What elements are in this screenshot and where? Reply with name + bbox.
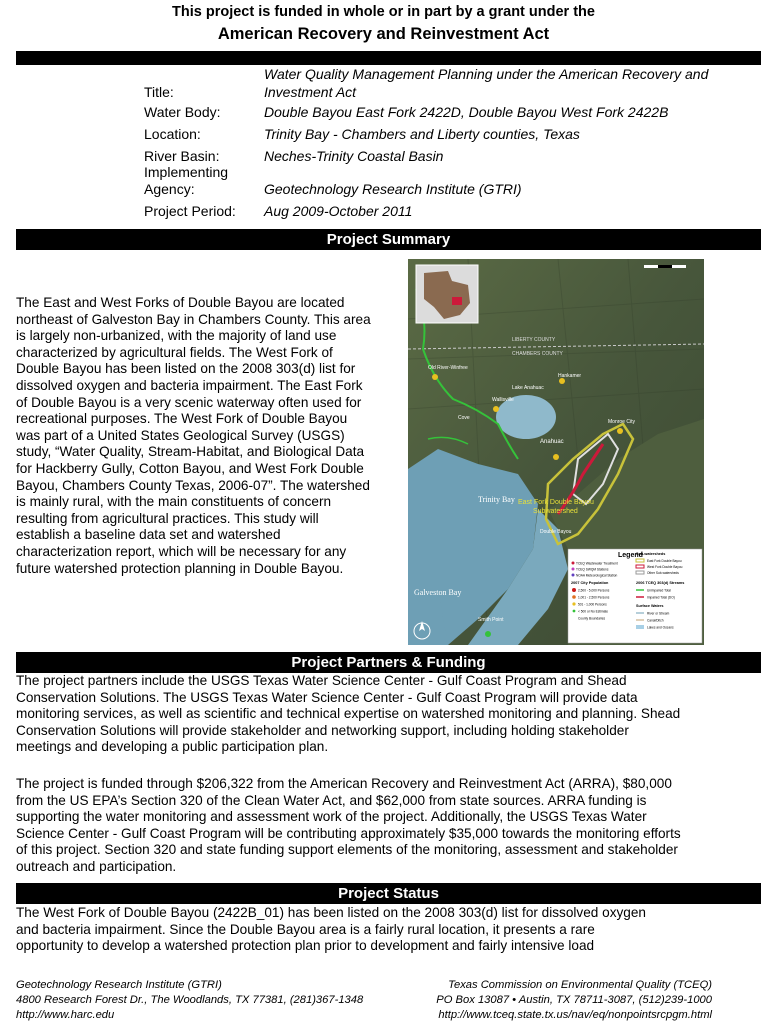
map-label-monroe-city: Monroe City — [608, 419, 635, 425]
city-marker — [617, 428, 623, 434]
legend-item: 501 - 1,000 Persons — [578, 602, 607, 607]
map-label-trinity-bay: Trinity Bay — [478, 495, 515, 504]
map-label-chambers-county: CHAMBERS COUNTY — [512, 351, 563, 357]
water-body-label: Water Body: — [144, 104, 221, 120]
legend-item: < 500 or No Estimate — [578, 609, 609, 614]
summary-line: establish a baseline data set and watershed — [16, 527, 281, 543]
legend-item: East Fork Double Bayou — [647, 559, 682, 563]
legend-item: County Boundaries — [578, 616, 606, 621]
map-label-old-river: Old River-Winfree — [428, 365, 468, 371]
footer-gtri — [16, 978, 396, 1023]
summary-line: for Hackberry Gully, Cotton Bayou, and West Fork Double — [16, 460, 364, 476]
summary-line: study, “Water Quality, Stream-Habitat, and Biological Data — [16, 444, 365, 460]
legend-sub-title: Sub-watersheds — [636, 552, 666, 556]
partners-line: meetings and developing a public participation plan. — [16, 739, 329, 755]
location-value: Trinity Bay - Chambers and Liberty counties, Texas — [264, 126, 580, 142]
period-label: Project Period: — [144, 203, 236, 219]
map-label-east-fork: East Fork Double Bayou — [518, 499, 594, 506]
legend-item: River or Stream — [647, 611, 670, 616]
legend-item: 1,001 - 2,500 Persons — [578, 595, 610, 600]
footer-gtri-name: Geotechnology Research Institute (GTRI) — [16, 979, 222, 991]
summary-line: resulting from agricultural practices. This study will — [16, 510, 319, 526]
summary-line: Double Bayou has been listed on the 2008 303(d) list for — [16, 361, 356, 377]
footer-tceq — [400, 978, 712, 1023]
watershed-map — [408, 259, 704, 645]
map-label-subwatershed: Subwatershed — [533, 508, 578, 515]
funding-act-title: American Recovery and Reinvestment Act — [217, 25, 550, 43]
location-label: Location: — [144, 126, 201, 142]
project-area-marker — [452, 297, 462, 305]
map-label-hankamer: Hankamer — [558, 373, 582, 379]
legend-item: Lakes and Oceans — [647, 625, 674, 630]
status-text — [16, 905, 761, 955]
summary-line: of Double Bayou is a very scenic waterway often used for — [16, 394, 362, 410]
legend-pop-title: 2007 City Population — [571, 581, 609, 585]
header-divider-bar — [16, 51, 761, 65]
status-line: opportunity to develop a watershed protection plan prior to development and fairly intensive load — [16, 938, 595, 954]
summary-line: northeast of Galveston Bay in Chambers County. This area — [16, 311, 371, 327]
summary-line: future watershed protection planning in Double Bayou. — [16, 560, 344, 576]
funding-paragraph — [16, 776, 761, 876]
funding-line: The project is funded through $206,322 from the American Recovery and Reinvestment Act (ARRA), $80,000 — [16, 776, 672, 791]
summary-line: The East and West Forks of Double Bayou are located — [16, 295, 345, 310]
summary-line: is mainly rural, with the main constituents of concern — [16, 494, 332, 510]
summary-line: recreational purposes. The West Fork of Double Bayou — [16, 411, 348, 427]
footer-tceq-address: PO Box 13087 • Austin, TX 78711-3087, (512)239-1000 — [436, 994, 712, 1006]
legend-surface-title: Surface Waters — [636, 604, 664, 608]
title-value: Water Quality Management Planning under the American Recovery and Investment Act — [264, 66, 709, 100]
funding-line: outreach and participation. — [16, 858, 177, 874]
map-legend — [568, 549, 702, 643]
summary-line: Bayou, Chambers County Texas, 2006-07”. The watershed — [16, 477, 370, 493]
map-label-anahuac: Anahuac — [540, 439, 564, 445]
status-section-header: Project Status — [16, 883, 761, 904]
legend-item: Impaired Total (DO) — [647, 595, 675, 600]
funding-line: supporting the water monitoring and assessment work of the project. Additionally, the USGS Texas Water — [16, 809, 647, 825]
summary-line: dissolved oxygen and bacteria impairment. The East Fork — [16, 377, 363, 393]
water-body-value: Double Bayou East Fork 2422D, Double Bayou West Fork 2422B — [264, 104, 669, 120]
legend-item: Unimpaired Total — [647, 588, 671, 593]
partners-line: The project partners include the USGS Texas Water Science Center - Gulf Coast Program and Shead — [16, 673, 627, 688]
legend-item: Canal/Ditch — [647, 618, 664, 623]
city-marker — [485, 631, 491, 637]
partners-line: Conservation Solutions. The USGS Texas Water Science Center - Gulf Coast Program will provide data — [16, 689, 638, 705]
summary-section-header: Project Summary — [16, 229, 761, 250]
city-marker — [553, 454, 559, 460]
legend-item: TCEQ SWQM Stations — [576, 567, 609, 572]
city-marker — [493, 406, 499, 412]
summary-line: characterized by agricultural fields. The West Fork of — [16, 344, 333, 360]
agency-label-line1: Implementing — [144, 164, 229, 180]
footer-tceq-name: Texas Commission on Environmental Quality (TCEQ) — [448, 979, 712, 991]
legend-title: Legend — [618, 552, 643, 559]
summary-line: characterization report, which will be necessary for any — [16, 543, 347, 559]
agency-value: Geotechnology Research Institute (GTRI) — [264, 181, 522, 197]
title-label: Title: — [144, 84, 174, 100]
summary-line: was part of a United States Geological Survey (USGS) — [16, 427, 345, 443]
scale-bar — [644, 265, 686, 268]
funding-line: from the US EPA’s Section 320 of the Clean Water Act, and $62,000 from state sources. ARRA funding is — [16, 792, 647, 808]
status-line: The West Fork of Double Bayou (2422B_01) has been listed on the 2008 303(d) list for dissolved oxygen — [16, 905, 646, 920]
summary-text — [16, 295, 406, 577]
legend-item: West Fork Double Bayou — [647, 565, 683, 569]
status-line: and bacteria impairment. Since the Double Bayou area is a fairly rural location, it presents a rare — [16, 921, 595, 937]
footer-gtri-address: 4800 Research Forest Dr., The Woodlands, TX 77381, (281)367-1348 — [16, 994, 364, 1006]
legend-item: 2,500 - 5,000 Persons — [578, 588, 610, 593]
legend-item: NOAA Meteorological Station — [576, 573, 618, 578]
map-label-cove: Cove — [458, 415, 470, 421]
partners-line: Conservation Solutions will provide stakeholder and networking support, including holding stakeholder — [16, 722, 629, 738]
city-marker — [432, 374, 438, 380]
funding-line: of this project. Section 320 and state funding support elements of the monitoring, assessment and stakeholder — [16, 842, 678, 858]
summary-line: is largely non-urbanized, with the majority of land use — [16, 328, 337, 344]
map-label-double-bayou: Double Bayou — [540, 529, 572, 535]
funding-notice: This project is funded in whole or in part by a grant under the — [172, 4, 595, 20]
legend-item: TCEQ Wastewater Treatment — [576, 561, 618, 566]
map-label-wallisville: Wallisville — [492, 397, 514, 403]
period-value: Aug 2009-October 2011 — [264, 203, 413, 219]
partners-section-header: Project Partners & Funding — [16, 652, 761, 673]
river-basin-value: Neches-Trinity Coastal Basin — [264, 148, 444, 164]
map-label-smith-point: Smith Point — [478, 617, 504, 623]
map-label-galveston-bay: Galveston Bay — [414, 588, 462, 597]
partners-paragraph-1 — [16, 673, 761, 756]
legend-item: Other Sub-watersheds — [647, 571, 679, 575]
map-label-lake-anahuac: Lake Anahuac — [512, 385, 544, 391]
funding-line: Science Center - Gulf Coast Program will be contributing approximately $35,000 towards the monitoring efforts — [16, 825, 681, 841]
map-label-liberty-county: LIBERTY COUNTY — [512, 337, 556, 343]
river-basin-label: River Basin: — [144, 148, 220, 164]
footer-gtri-link[interactable]: http://www.harc.edu — [16, 1009, 115, 1021]
legend-streams-title: 2006 TCEQ 303(d) Streams — [636, 581, 685, 585]
footer-tceq-link[interactable]: http://www.tceq.state.tx.us/nav/eq/nonpointsrcpgm.html — [438, 1009, 712, 1021]
agency-label-line2: Agency: — [144, 181, 195, 197]
partners-line: monitoring services, as well as scientific and technical expertise on watershed monitoring and planning. Shead — [16, 706, 681, 722]
